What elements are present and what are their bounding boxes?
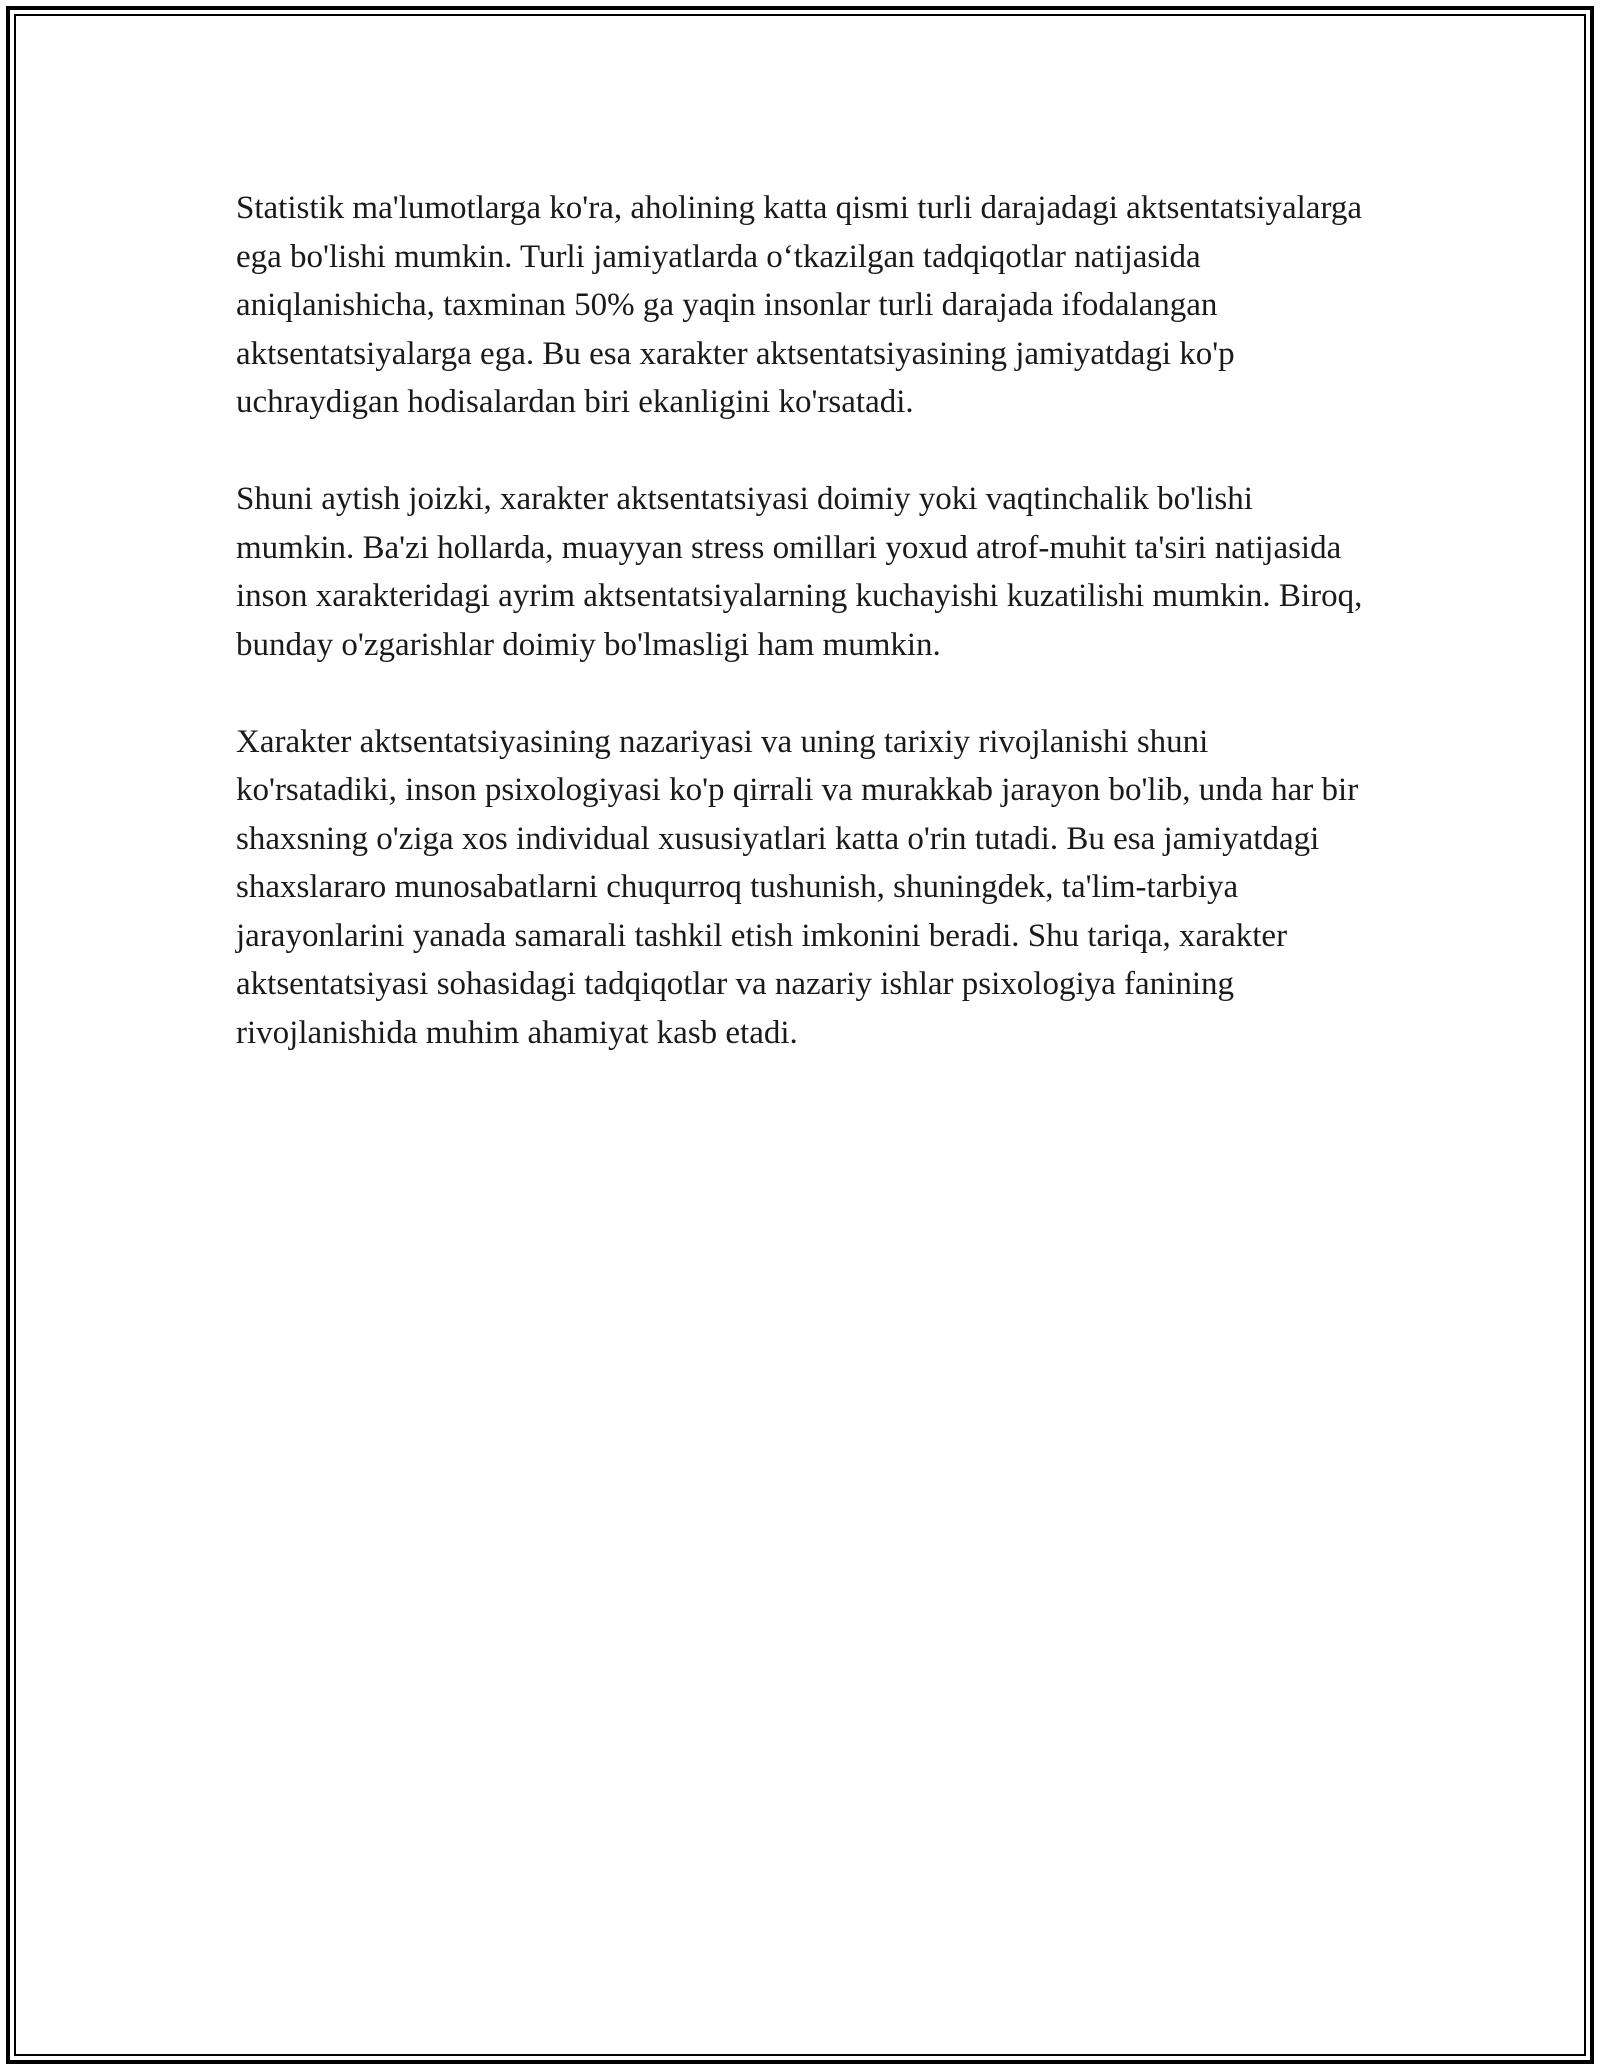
document-body — [236, 184, 1376, 1106]
paragraph-1: Statistik ma'lumotlarga ko'ra, aholining katta qismi turli darajadagi aktsentatsiyalarga ega bo'lishi mumkin. Turli jamiyatlarda o‘tkazilgan tadqiqotlar natijasida aniqlanishicha, taxminan 50% ga yaqin insonlar turli darajada ifodalangan aktsentatsiyalarga ega. Bu esa xarakter aktsentatsiyasining jamiyatdagi ko'p uchraydigan hodisalardan biri ekanligini ko'rsatadi. — [236, 190, 1362, 420]
paragraph-2: Shuni aytish joizki, xarakter aktsentatsiyasi doimiy yoki vaqtinchalik bo'lishi mumkin. Ba'zi hollarda, muayyan stress omillari yoxud atrof-muhit ta'siri natijasida inson xarakteridagi ayrim aktsentatsiyalarning kuchayishi kuzatilishi mumkin. Biroq, bunday o'zgarishlar doimiy bo'lmasligi ham mumkin. — [236, 481, 1363, 663]
paragraph-3: Xarakter aktsentatsiyasining nazariyasi va uning tarixiy rivojlanishi shuni ko'rsatadiki, inson psixologiyasi ko'p qirrali va murakkab jarayon bo'lib, unda har bir shaxsning o'ziga xos individual xususiyatlari katta o'rin tutadi. Bu esa jamiyatdagi shaxslararo munosabatlarni chuqurroq tushunish, shuningdek, ta'lim-tarbiya jarayonlarini yanada samarali tashkil etish imkonini beradi. Shu tariqa, xarakter aktsentatsiyasi sohasidagi tadqiqotlar va nazariy ishlar psixologiya fanining rivojlanishida muhim ahamiyat kasb etadi. — [236, 723, 1359, 1051]
